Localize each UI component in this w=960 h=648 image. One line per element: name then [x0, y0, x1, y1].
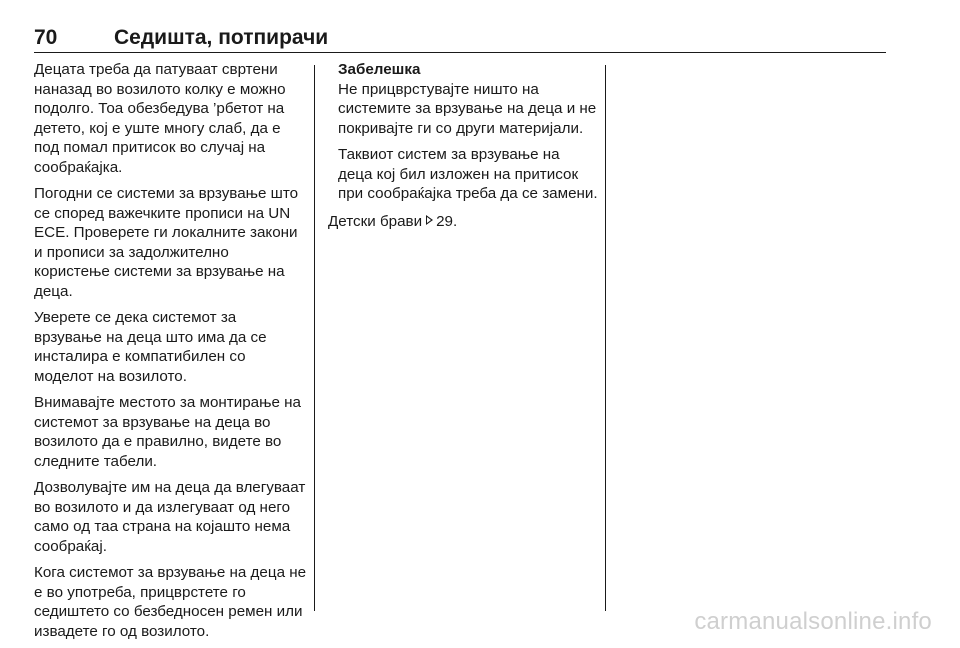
page-title: Седишта, потпирачи — [114, 26, 329, 49]
note-box — [328, 60, 598, 204]
page-header — [34, 26, 886, 52]
cross-reference-page: 29. — [436, 212, 458, 230]
paragraph: Кога системот за врзување на деца не е во употреба, прицврстете го седиштето со безбедносен ремен или извадете го од возилото. — [34, 564, 307, 640]
column-divider — [605, 65, 606, 611]
cross-reference[interactable] — [328, 212, 598, 232]
paragraph: Дозволувајте им на деца да влегуваат во возилото и да излегуваат од него само од таа страна на којашто нема сообраќај. — [34, 479, 306, 555]
watermark: carmanualsonline.info — [694, 608, 932, 635]
paragraph: Уверете се дека системот за врзување на деца што има да се инсталира е компатибилен со моделот на возилото. — [34, 309, 267, 385]
paragraph: Погодни се системи за врзување што се според важечките прописи на UN ECE. Проверете ги локалните закони и прописи за задолжително користење системи за врзување на деца. — [34, 185, 299, 300]
note-paragraph: Не прицврстувајте ништо на системите за врзување на деца и не покривајте ги со други материјали. — [338, 80, 597, 137]
page-reference-arrow-icon — [426, 215, 433, 225]
page-number: 70 — [34, 26, 58, 49]
paragraph: Децата треба да патуваат свртени наназад во возилото колку е можно подолго. Тоа обезбедува ’рбетот на детето, кој е уште многу слаб, да е под помал притисок во случај на сообраќајка. — [34, 61, 286, 176]
column-divider — [314, 65, 315, 611]
note-paragraph: Таквиот систем за врзување на деца кој бил изложен на притисок при сообраќајка треба да се замени. — [338, 146, 598, 202]
cross-reference-text: Детски брави — [328, 212, 423, 230]
note-heading: Забелешка — [338, 61, 421, 78]
paragraph: Внимавајте местото за монтирање на системот за врзување на деца во возилото да е правилно, видете во следните табели. — [34, 394, 301, 470]
header-rule — [34, 52, 886, 53]
left-column — [34, 60, 308, 648]
right-column — [328, 60, 598, 238]
